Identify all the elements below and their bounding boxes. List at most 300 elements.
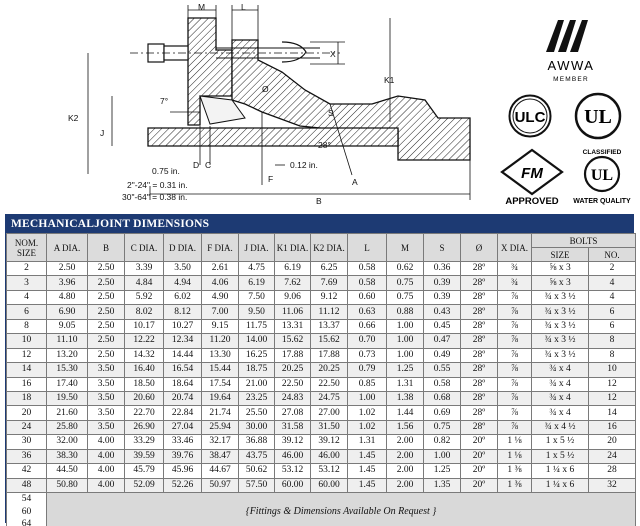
- table-cell: 24: [589, 449, 636, 463]
- table-cell: 14.44: [164, 348, 202, 362]
- table-cell: 28: [589, 464, 636, 478]
- table-cell: 28º: [461, 262, 498, 276]
- table-cell: 2.50: [47, 262, 88, 276]
- table-body: [7, 262, 636, 526]
- table-cell: 28º: [461, 305, 498, 319]
- table-cell: 9.06: [275, 290, 311, 304]
- table-cell: 52.09: [125, 478, 164, 492]
- table-cell: 12: [589, 391, 636, 405]
- table-cell: 1.45: [348, 449, 387, 463]
- table-cell: ⅝ x 3: [532, 276, 589, 290]
- table-cell: 50.62: [239, 464, 275, 478]
- table-cell: 2: [7, 262, 47, 276]
- awwa-member-logo: [540, 14, 602, 86]
- extra-size: 60: [21, 506, 32, 517]
- table-cell: 1 x 5 ½: [532, 435, 589, 449]
- label-j: J: [100, 128, 105, 138]
- fm-approved-logo: [500, 148, 564, 206]
- table-cell: ⅞: [498, 377, 532, 391]
- table-cell: 60.00: [311, 478, 348, 492]
- table-cell: 1.31: [387, 377, 424, 391]
- table-cell: 4.00: [88, 449, 125, 463]
- table-cell: 4.75: [239, 262, 275, 276]
- table-cell: 4.06: [202, 276, 239, 290]
- table-cell: 28º: [461, 377, 498, 391]
- table-cell: 11.06: [275, 305, 311, 319]
- label-l: L: [241, 2, 246, 12]
- column-header: M: [387, 234, 424, 262]
- table-title: MECHANICALJOINT DIMENSIONS: [6, 215, 633, 233]
- table-cell: ⅞: [498, 363, 532, 377]
- table-cell: 16.54: [164, 363, 202, 377]
- table-cell: 1 ⅛: [498, 435, 532, 449]
- table-cell: 28º: [461, 290, 498, 304]
- ulc-logo: [508, 94, 552, 138]
- table-cell: 4.84: [125, 276, 164, 290]
- table-cell: 21.74: [202, 406, 239, 420]
- table-cell: 1.00: [424, 449, 461, 463]
- mechanical-joint-drawing: [0, 0, 640, 212]
- table-cell: 52.26: [164, 478, 202, 492]
- table-cell: 50.97: [202, 478, 239, 492]
- awwa-name: AWWA: [547, 58, 595, 73]
- column-header: S: [424, 234, 461, 262]
- table-cell: 4.00: [88, 464, 125, 478]
- table-cell: 28º: [461, 319, 498, 333]
- table-cell: ¾ x 4: [532, 377, 589, 391]
- dimensions-table-panel: [5, 214, 634, 526]
- table-cell: 22.70: [125, 406, 164, 420]
- extra-sizes-cell: [7, 493, 47, 526]
- table-cell: 14: [7, 363, 47, 377]
- table-cell: 1.25: [424, 464, 461, 478]
- label-o: Ø: [262, 84, 269, 94]
- table-cell: ¾ x 3 ½: [532, 334, 589, 348]
- table-cell: 36: [7, 449, 47, 463]
- table-cell: 44.50: [47, 464, 88, 478]
- table-cell: 32.17: [202, 435, 239, 449]
- table-cell: 3.50: [88, 377, 125, 391]
- table-cell: 7.00: [202, 305, 239, 319]
- table-row: [7, 377, 636, 391]
- table-cell: ¾: [498, 262, 532, 276]
- table-cell: 6: [589, 305, 636, 319]
- table-cell: 60.00: [275, 478, 311, 492]
- table-cell: 20º: [461, 464, 498, 478]
- table-cell: 11.20: [202, 334, 239, 348]
- table-cell: 20º: [461, 449, 498, 463]
- table-cell: 20.74: [164, 391, 202, 405]
- table-cell: 4: [589, 276, 636, 290]
- table-cell: 2.00: [387, 449, 424, 463]
- table-cell: 16.25: [239, 348, 275, 362]
- table-cell: ¾ x 3 ½: [532, 290, 589, 304]
- table-cell: 2.50: [88, 319, 125, 333]
- table-cell: 4.80: [47, 290, 88, 304]
- table-cell: 13.20: [47, 348, 88, 362]
- label-f: F: [268, 174, 274, 184]
- note-30-64: 30"-64" = 0.38 in.: [122, 192, 188, 202]
- table-cell: 23.25: [239, 391, 275, 405]
- table-cell: ⅞: [498, 290, 532, 304]
- table-cell: 0.68: [424, 391, 461, 405]
- table-cell: 9.50: [239, 305, 275, 319]
- table-cell: 10: [589, 363, 636, 377]
- table-cell: 6.25: [311, 262, 348, 276]
- table-cell: 1 ⅜: [498, 478, 532, 492]
- table-cell: 6.90: [47, 305, 88, 319]
- table-cell: 25.80: [47, 420, 88, 434]
- table-cell: 7.69: [311, 276, 348, 290]
- table-row: [7, 420, 636, 434]
- table-cell: 28º: [461, 348, 498, 362]
- table-row: [7, 319, 636, 333]
- label-28-degrees: 28°: [318, 140, 331, 150]
- table-cell: 50.80: [47, 478, 88, 492]
- awwa-member-text: MEMBER: [553, 76, 589, 83]
- table-cell: 46.00: [275, 449, 311, 463]
- table-cell: 4.00: [88, 435, 125, 449]
- table-cell: 28º: [461, 406, 498, 420]
- label-a: A: [352, 177, 358, 187]
- table-row: [7, 406, 636, 420]
- table-cell: 0.88: [387, 305, 424, 319]
- table-cell: 1.31: [348, 435, 387, 449]
- column-header: C DIA.: [125, 234, 164, 262]
- table-cell: 17.88: [275, 348, 311, 362]
- table-row-extra-sizes: [7, 493, 636, 526]
- table-cell: 12.22: [125, 334, 164, 348]
- table-cell: 28º: [461, 363, 498, 377]
- table-cell: 25.94: [202, 420, 239, 434]
- bolts-header: BOLTS: [532, 234, 636, 248]
- table-cell: 31.58: [275, 420, 311, 434]
- table-cell: 16: [589, 420, 636, 434]
- table-cell: 28º: [461, 334, 498, 348]
- table-cell: 24.75: [311, 391, 348, 405]
- table-cell: 2.00: [387, 435, 424, 449]
- table-cell: ¾ x 4: [532, 363, 589, 377]
- table-cell: 12: [7, 348, 47, 362]
- ulc-text: ULC: [514, 109, 546, 126]
- table-cell: 8: [589, 334, 636, 348]
- table-cell: 1.02: [348, 420, 387, 434]
- table-cell: ⅝ x 3: [532, 262, 589, 276]
- table-cell: 12.34: [164, 334, 202, 348]
- table-cell: 0.45: [424, 319, 461, 333]
- table-cell: 1.45: [348, 464, 387, 478]
- table-cell: 28º: [461, 391, 498, 405]
- table-cell: 20.25: [311, 363, 348, 377]
- column-header: NOM. SIZE: [7, 234, 47, 262]
- table-cell: 32.00: [47, 435, 88, 449]
- table-cell: 0.49: [424, 348, 461, 362]
- table-cell: 30: [7, 435, 47, 449]
- table-cell: 1.56: [387, 420, 424, 434]
- table-row: [7, 305, 636, 319]
- table-row: [7, 363, 636, 377]
- table-cell: 3.50: [88, 406, 125, 420]
- table-cell: 9.05: [47, 319, 88, 333]
- table-cell: 24: [7, 420, 47, 434]
- table-cell: 0.58: [348, 276, 387, 290]
- table-cell: 32: [589, 478, 636, 492]
- table-cell: 28º: [461, 420, 498, 434]
- table-cell: 3.50: [88, 391, 125, 405]
- table-cell: 43.75: [239, 449, 275, 463]
- table-cell: ¾ x 3 ½: [532, 319, 589, 333]
- classified-text: CLASSIFIED: [582, 149, 622, 156]
- table-cell: 10.17: [125, 319, 164, 333]
- table-cell: 22.84: [164, 406, 202, 420]
- table-cell: 14.00: [239, 334, 275, 348]
- table-cell: 2.00: [387, 464, 424, 478]
- table-cell: 0.66: [348, 319, 387, 333]
- table-cell: 3: [7, 276, 47, 290]
- table-cell: 2.50: [88, 276, 125, 290]
- table-cell: ⅞: [498, 420, 532, 434]
- table-cell: 11.75: [239, 319, 275, 333]
- table-cell: 3.50: [88, 363, 125, 377]
- table-cell: ¾ x 3 ½: [532, 348, 589, 362]
- table-cell: 0.39: [424, 290, 461, 304]
- table-cell: 26.90: [125, 420, 164, 434]
- table-cell: 19.50: [47, 391, 88, 405]
- table-cell: 3.50: [164, 262, 202, 276]
- table-cell: 16.40: [125, 363, 164, 377]
- table-cell: 1 ¼ x 6: [532, 478, 589, 492]
- table-cell: 17.54: [202, 377, 239, 391]
- table-cell: 12: [589, 377, 636, 391]
- table-row: [7, 348, 636, 362]
- label-d: D: [193, 160, 200, 170]
- table-cell: 19.64: [202, 391, 239, 405]
- table-cell: 0.55: [424, 363, 461, 377]
- table-cell: 25.50: [239, 406, 275, 420]
- bolts-subheader: NO.: [589, 248, 636, 262]
- table-cell: 53.12: [275, 464, 311, 478]
- extra-size: 54: [21, 494, 32, 504]
- table-cell: 42: [7, 464, 47, 478]
- table-cell: 0.75: [424, 420, 461, 434]
- table-cell: 14: [589, 406, 636, 420]
- column-header: D DIA.: [164, 234, 202, 262]
- table-cell: 8: [7, 319, 47, 333]
- table-cell: 57.50: [239, 478, 275, 492]
- request-note: {Fittings & Dimensions Available On Request }: [47, 493, 636, 526]
- table-cell: 0.58: [424, 377, 461, 391]
- table-cell: 48: [7, 478, 47, 492]
- table-cell: 1.44: [387, 406, 424, 420]
- column-header: F DIA.: [202, 234, 239, 262]
- table-cell: 2.50: [88, 262, 125, 276]
- label-b: B: [316, 196, 322, 206]
- column-header: X DIA.: [498, 234, 532, 262]
- table-cell: 36.88: [239, 435, 275, 449]
- table-cell: 13.30: [202, 348, 239, 362]
- table-cell: 18.75: [239, 363, 275, 377]
- table-cell: 39.76: [164, 449, 202, 463]
- table-cell: ⅞: [498, 334, 532, 348]
- table-cell: 0.39: [424, 276, 461, 290]
- table-cell: 24.83: [275, 391, 311, 405]
- table-row: [7, 478, 636, 492]
- table-cell: 15.44: [202, 363, 239, 377]
- table-cell: 17.40: [47, 377, 88, 391]
- table-cell: 2.61: [202, 262, 239, 276]
- table-row: [7, 435, 636, 449]
- table-row: [7, 290, 636, 304]
- table-cell: 15.62: [275, 334, 311, 348]
- table-cell: 33.46: [164, 435, 202, 449]
- table-cell: 38.30: [47, 449, 88, 463]
- table-cell: 1 x 5 ½: [532, 449, 589, 463]
- table-cell: 15.30: [47, 363, 88, 377]
- bolts-subheader: SIZE: [532, 248, 589, 262]
- table-cell: 0.63: [348, 305, 387, 319]
- table-cell: 31.50: [311, 420, 348, 434]
- extra-size: 64: [21, 519, 32, 526]
- column-header: B: [88, 234, 125, 262]
- table-cell: 6: [589, 319, 636, 333]
- table-cell: 33.29: [125, 435, 164, 449]
- table-cell: 27.00: [311, 406, 348, 420]
- table-cell: 39.12: [311, 435, 348, 449]
- fm-approved-text: APPROVED: [505, 196, 559, 206]
- ul-water-quality-logo: [570, 146, 634, 208]
- table-cell: 2.50: [88, 290, 125, 304]
- water-quality-text: WATER QUALITY: [573, 198, 631, 205]
- table-cell: 4: [7, 290, 47, 304]
- table-cell: 0.62: [387, 262, 424, 276]
- ul-water-text: UL: [590, 167, 614, 184]
- table-cell: 4.94: [164, 276, 202, 290]
- label-c: C: [205, 160, 212, 170]
- table-cell: 0.69: [424, 406, 461, 420]
- table-cell: 20º: [461, 478, 498, 492]
- table-cell: 0.73: [348, 348, 387, 362]
- column-header: L: [348, 234, 387, 262]
- label-k2: K2: [68, 113, 79, 123]
- table-cell: 16: [7, 377, 47, 391]
- table-cell: 15.62: [311, 334, 348, 348]
- table-cell: ¾ x 3 ½: [532, 305, 589, 319]
- table-row: [7, 391, 636, 405]
- table-cell: ⅞: [498, 348, 532, 362]
- table-cell: 0.79: [348, 363, 387, 377]
- table-cell: 2.50: [88, 334, 125, 348]
- table-cell: 0.58: [348, 262, 387, 276]
- table-cell: 2.50: [88, 348, 125, 362]
- table-cell: 10.27: [164, 319, 202, 333]
- table-cell: ⅞: [498, 406, 532, 420]
- label-7-degrees: 7°: [160, 96, 169, 106]
- table-cell: 0.75: [387, 276, 424, 290]
- table-cell: 0.85: [348, 377, 387, 391]
- table-cell: 22.50: [311, 377, 348, 391]
- table-cell: 1.00: [387, 334, 424, 348]
- table-cell: ⅞: [498, 391, 532, 405]
- table-cell: 10: [7, 334, 47, 348]
- label-012-in: 0.12 in.: [290, 160, 318, 170]
- table-cell: 2: [589, 262, 636, 276]
- table-row: [7, 262, 636, 276]
- column-header: K2 DIA.: [311, 234, 348, 262]
- table-cell: ¾ x 4 ½: [532, 420, 589, 434]
- table-cell: 11.12: [311, 305, 348, 319]
- table-cell: 0.70: [348, 334, 387, 348]
- table-cell: 3.50: [88, 420, 125, 434]
- table-cell: 6: [7, 305, 47, 319]
- ul-text: UL: [584, 106, 612, 128]
- table-cell: 20.25: [275, 363, 311, 377]
- table-cell: 2.00: [387, 478, 424, 492]
- note-2-24: 2"-24" = 0.31 in.: [127, 180, 188, 190]
- table-cell: 22.50: [275, 377, 311, 391]
- table-cell: 1 ¼ x 6: [532, 464, 589, 478]
- column-header: Ø: [461, 234, 498, 262]
- table-cell: 27.08: [275, 406, 311, 420]
- table-cell: 30.00: [239, 420, 275, 434]
- table-row: [7, 276, 636, 290]
- label-075-in: 0.75 in.: [152, 166, 180, 176]
- table-cell: 9.15: [202, 319, 239, 333]
- table-cell: 46.00: [311, 449, 348, 463]
- table-cell: 6.02: [164, 290, 202, 304]
- table-cell: 44.67: [202, 464, 239, 478]
- table-cell: 3.96: [47, 276, 88, 290]
- table-cell: 20: [7, 406, 47, 420]
- table-cell: 1 ⅜: [498, 464, 532, 478]
- table-cell: 2.50: [88, 305, 125, 319]
- table-cell: 1 ⅛: [498, 449, 532, 463]
- table-cell: 20.60: [125, 391, 164, 405]
- table-cell: 28º: [461, 276, 498, 290]
- table-cell: 1.45: [348, 478, 387, 492]
- table-cell: ⅞: [498, 319, 532, 333]
- table-row: [7, 464, 636, 478]
- table-cell: ¾ x 4: [532, 391, 589, 405]
- table-cell: 21.00: [239, 377, 275, 391]
- column-header: K1 DIA.: [275, 234, 311, 262]
- table-cell: 1.00: [348, 391, 387, 405]
- table-cell: 53.12: [311, 464, 348, 478]
- table-cell: 39.12: [275, 435, 311, 449]
- table-cell: 7.62: [275, 276, 311, 290]
- table-cell: 0.60: [348, 290, 387, 304]
- table-cell: ¾: [498, 276, 532, 290]
- label-k1: K1: [384, 75, 395, 85]
- table-cell: 20: [589, 435, 636, 449]
- table-cell: 7.50: [239, 290, 275, 304]
- table-cell: 45.96: [164, 464, 202, 478]
- table-cell: 13.31: [275, 319, 311, 333]
- awwa-mark-icon: [546, 20, 588, 52]
- dimensions-table: [6, 233, 636, 526]
- column-header: A DIA.: [47, 234, 88, 262]
- table-cell: 45.79: [125, 464, 164, 478]
- table-cell: 3.39: [125, 262, 164, 276]
- table-cell: 39.59: [125, 449, 164, 463]
- table-cell: 8.12: [164, 305, 202, 319]
- table-cell: 1.35: [424, 478, 461, 492]
- table-cell: 0.36: [424, 262, 461, 276]
- table-cell: 1.00: [387, 348, 424, 362]
- table-cell: 6.19: [275, 262, 311, 276]
- table-cell: 18: [7, 391, 47, 405]
- table-cell: 4: [589, 290, 636, 304]
- table-cell: 18.64: [164, 377, 202, 391]
